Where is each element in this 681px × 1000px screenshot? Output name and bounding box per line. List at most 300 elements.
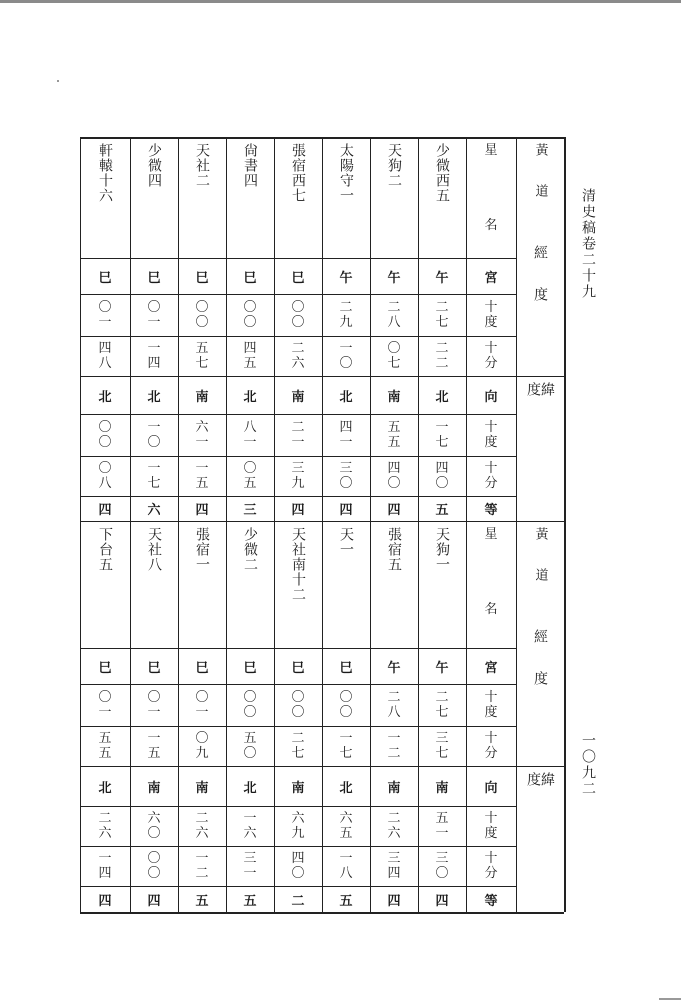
digit: 五 [243, 356, 257, 371]
direction-char: 南 [147, 780, 161, 796]
magnitude [226, 496, 274, 521]
key-char: 十 [484, 420, 498, 435]
key-stack [484, 811, 497, 841]
digit: 六 [339, 811, 353, 826]
digit: 四 [339, 420, 353, 435]
latitude-ldeg [178, 806, 226, 846]
palace-char: 巳 [195, 270, 209, 286]
latitude-ldeg [370, 806, 418, 846]
longitude-deg [418, 294, 466, 336]
magnitude-char: 四 [98, 503, 112, 518]
digit: 〇 [243, 315, 257, 330]
digit-stack [243, 461, 256, 491]
magnitude [178, 886, 226, 912]
magnitude-char: 四 [98, 893, 112, 909]
digit: 七 [435, 435, 449, 450]
digit: 五 [98, 731, 112, 746]
digit-stack [98, 811, 111, 841]
key-name-char: 名 [484, 602, 498, 617]
magnitude-char: 四 [195, 503, 209, 518]
magnitude [418, 886, 466, 912]
digit-stack [387, 731, 400, 761]
key-lmin [466, 846, 516, 886]
digit: 八 [339, 866, 353, 881]
digit-stack [387, 461, 400, 491]
digit-stack [435, 461, 448, 491]
latitude-lmin [418, 456, 466, 496]
digit-stack [195, 811, 208, 841]
key-deg [466, 294, 516, 336]
digit: 〇 [243, 690, 257, 705]
digit-stack [339, 300, 352, 330]
digit: 三 [435, 731, 449, 746]
digit: 二 [98, 811, 112, 826]
digit-stack [98, 690, 111, 720]
longitude-min [322, 336, 370, 376]
digit: 二 [435, 690, 449, 705]
latitude-ldeg [80, 806, 130, 846]
digit: 九 [339, 315, 353, 330]
key-char: 分 [484, 866, 498, 881]
digit: 二 [195, 811, 209, 826]
digit: 八 [387, 315, 401, 330]
digit: 二 [387, 690, 401, 705]
latitude-direction [418, 376, 466, 414]
digit: 〇 [98, 461, 112, 476]
magnitude [178, 496, 226, 521]
digit: 一 [387, 731, 401, 746]
latitude-direction [80, 766, 130, 806]
longitude-deg [370, 294, 418, 336]
key-char: 分 [484, 476, 498, 491]
palace-char: 巳 [195, 660, 209, 676]
latitude-lmin [322, 456, 370, 496]
digit: 〇 [147, 690, 161, 705]
digit-stack [195, 731, 208, 761]
digit-stack [195, 300, 208, 330]
digit: 七 [147, 476, 161, 491]
zodiac-palace [274, 648, 322, 684]
digit: 一 [98, 315, 112, 330]
digit: 八 [243, 420, 257, 435]
digit: 一 [98, 705, 112, 720]
digit-stack [387, 300, 400, 330]
zodiac-palace [130, 648, 178, 684]
digit: 一 [147, 705, 161, 720]
longitude-min [274, 726, 322, 766]
digit-stack [98, 731, 111, 761]
latitude-direction [370, 376, 418, 414]
label-ecliptic: 黃道 [532, 143, 548, 225]
section-label-latitude [516, 766, 564, 912]
digit: 一 [243, 435, 257, 450]
digit-stack [387, 420, 400, 450]
digit: 三 [291, 461, 305, 476]
star-name [80, 137, 130, 258]
latitude-ldeg [130, 414, 178, 456]
key-name [466, 521, 516, 648]
longitude-min [80, 726, 130, 766]
latitude-lmin [130, 456, 178, 496]
key-char: 十 [484, 341, 498, 356]
magnitude-char: 三 [243, 503, 257, 518]
digit: 五 [339, 826, 353, 841]
digit: 四 [435, 461, 449, 476]
star-name-text: 張宿一 [194, 527, 210, 572]
key-char: 十 [484, 461, 498, 476]
star-name [80, 521, 130, 648]
direction-char: 北 [339, 780, 353, 796]
latitude-direction [178, 766, 226, 806]
magnitude [322, 496, 370, 521]
latitude-lmin [274, 456, 322, 496]
latitude-ldeg [418, 414, 466, 456]
direction-char: 北 [243, 780, 257, 796]
digit: 〇 [291, 866, 305, 881]
latitude-ldeg [226, 806, 274, 846]
key-dir-char: 向 [484, 389, 498, 405]
palace-char: 巳 [243, 270, 257, 286]
digit-stack [339, 341, 352, 371]
digit: 〇 [339, 356, 353, 371]
column-rule [564, 137, 566, 912]
star-name-text: 少微四 [146, 143, 162, 188]
zodiac-palace [418, 648, 466, 684]
latitude-direction [130, 376, 178, 414]
digit: 〇 [98, 435, 112, 450]
zodiac-palace [274, 258, 322, 294]
digit-stack [339, 690, 352, 720]
latitude-ldeg [178, 414, 226, 456]
digit: 二 [291, 341, 305, 356]
palace-char: 巳 [339, 660, 353, 676]
longitude-deg [322, 684, 370, 726]
longitude-deg [322, 294, 370, 336]
palace-char: 巳 [147, 660, 161, 676]
latitude-direction [322, 376, 370, 414]
key-ldeg [466, 806, 516, 846]
digit: 五 [98, 746, 112, 761]
magnitude [418, 496, 466, 521]
magnitude-char: 六 [147, 503, 161, 518]
longitude-deg [226, 684, 274, 726]
direction-char: 南 [291, 389, 305, 405]
latitude-lmin [178, 846, 226, 886]
digit: 一 [435, 420, 449, 435]
digit: 〇 [387, 341, 401, 356]
digit: 一 [195, 851, 209, 866]
longitude-deg [178, 684, 226, 726]
latitude-lmin [370, 456, 418, 496]
magnitude [226, 886, 274, 912]
palace-char: 午 [435, 660, 449, 676]
zodiac-palace [178, 648, 226, 684]
digit: 一 [243, 866, 257, 881]
digit-stack [195, 690, 208, 720]
digit-stack [98, 851, 111, 881]
digit: 二 [435, 300, 449, 315]
digit-stack [243, 851, 256, 881]
key-char: 十 [484, 690, 498, 705]
zodiac-palace [80, 648, 130, 684]
magnitude [370, 496, 418, 521]
digit: 〇 [98, 300, 112, 315]
digit: 四 [387, 461, 401, 476]
key-mag [466, 886, 516, 912]
star-name-text: 張宿五 [386, 527, 402, 572]
digit: 〇 [291, 300, 305, 315]
digit-stack [243, 300, 256, 330]
digit: 三 [435, 851, 449, 866]
latitude-ldeg [322, 806, 370, 846]
digit: 一 [291, 435, 305, 450]
digit: 二 [339, 300, 353, 315]
magnitude [322, 886, 370, 912]
key-char: 度 [484, 435, 498, 450]
latitude-direction [226, 766, 274, 806]
digit: 四 [98, 341, 112, 356]
digit-stack [435, 690, 448, 720]
digit: 五 [147, 746, 161, 761]
longitude-deg [418, 684, 466, 726]
digit-stack [147, 341, 160, 371]
digit: 五 [435, 811, 449, 826]
digit: 〇 [98, 690, 112, 705]
palace-char: 巳 [98, 660, 112, 676]
digit-stack [387, 690, 400, 720]
key-name-char: 星 [484, 527, 498, 542]
direction-char: 南 [387, 389, 401, 405]
key-stack [484, 420, 497, 450]
digit: 一 [195, 435, 209, 450]
latitude-direction [418, 766, 466, 806]
key-gap [484, 158, 497, 218]
key-dir-char: 向 [484, 780, 498, 796]
top-border [0, 0, 681, 3]
key-stack [484, 461, 497, 491]
digit: 〇 [291, 705, 305, 720]
latitude-lmin [370, 846, 418, 886]
digit: 九 [195, 746, 209, 761]
digit: 一 [98, 851, 112, 866]
star-name [130, 137, 178, 258]
section-label-ecliptic [516, 137, 564, 376]
digit-stack [147, 811, 160, 841]
latitude-ldeg [80, 414, 130, 456]
star-name-text: 天狗一 [434, 527, 450, 572]
digit-stack [435, 341, 448, 371]
key-name [466, 137, 516, 258]
longitude-min [370, 726, 418, 766]
key-deg [466, 684, 516, 726]
digit: 七 [195, 356, 209, 371]
digit: 七 [387, 356, 401, 371]
longitude-deg [130, 684, 178, 726]
digit: 一 [435, 826, 449, 841]
magnitude-char: 五 [195, 893, 209, 909]
latitude-direction [370, 766, 418, 806]
digit: 五 [243, 731, 257, 746]
magnitude-char: 五 [243, 893, 257, 909]
latitude-ldeg [418, 806, 466, 846]
running-head: 清史稿卷二十九 [580, 188, 596, 300]
digit-stack [291, 851, 304, 881]
longitude-min [226, 726, 274, 766]
digit: 六 [243, 826, 257, 841]
palace-char: 午 [387, 660, 401, 676]
digit-stack [243, 731, 256, 761]
section-label-ecliptic [516, 521, 564, 766]
key-stack [484, 300, 497, 330]
digit: 五 [387, 420, 401, 435]
key-name-char: 名 [484, 218, 498, 233]
key-stack [484, 851, 497, 881]
star-name-text: 下台五 [97, 527, 113, 572]
longitude-deg [80, 684, 130, 726]
digit: 四 [387, 866, 401, 881]
digit: 八 [98, 356, 112, 371]
key-min [466, 336, 516, 376]
digit-stack [435, 731, 448, 761]
magnitude [274, 886, 322, 912]
digit: 六 [147, 811, 161, 826]
digit: 〇 [243, 461, 257, 476]
magnitude-char: 四 [147, 893, 161, 909]
key-stack [484, 341, 497, 371]
direction-char: 北 [98, 389, 112, 405]
digit: 一 [147, 341, 161, 356]
key-char: 十 [484, 811, 498, 826]
digit-stack [243, 811, 256, 841]
digit: 九 [291, 826, 305, 841]
direction-char: 南 [387, 780, 401, 796]
key-char: 度 [484, 826, 498, 841]
key-min [466, 726, 516, 766]
label-stack [533, 143, 548, 225]
digit: 一 [243, 811, 257, 826]
digit: 〇 [195, 690, 209, 705]
zodiac-palace [130, 258, 178, 294]
star-name [274, 521, 322, 648]
page-number: 一〇九二 [580, 733, 596, 797]
digit: 五 [195, 341, 209, 356]
digit: 四 [98, 866, 112, 881]
latitude-ldeg [274, 806, 322, 846]
key-mag-char: 等 [484, 893, 498, 909]
key-mag-char: 等 [484, 503, 498, 518]
digit: 六 [195, 826, 209, 841]
digit: 七 [291, 746, 305, 761]
magnitude [130, 496, 178, 521]
palace-char: 巳 [291, 660, 305, 676]
label-latitude: 緯度 [525, 382, 555, 466]
direction-char: 北 [435, 389, 449, 405]
digit-stack [147, 420, 160, 450]
latitude-lmin [226, 846, 274, 886]
digit: 四 [291, 851, 305, 866]
palace-char: 巳 [98, 270, 112, 286]
key-gap [484, 542, 497, 602]
digit: 六 [291, 811, 305, 826]
digit: 六 [387, 826, 401, 841]
digit: 〇 [339, 705, 353, 720]
longitude-min [418, 726, 466, 766]
digit: 〇 [291, 315, 305, 330]
digit: 五 [195, 476, 209, 491]
label-longitude: 經度 [532, 245, 548, 329]
key-char: 十 [484, 851, 498, 866]
star-name [130, 521, 178, 648]
digit-stack [243, 690, 256, 720]
star-name-text: 太陽守一 [338, 143, 354, 203]
digit: 一 [339, 851, 353, 866]
digit: 五 [243, 476, 257, 491]
digit: 〇 [435, 866, 449, 881]
star-name [226, 521, 274, 648]
digit-stack [98, 341, 111, 371]
digit-stack [387, 851, 400, 881]
longitude-min [226, 336, 274, 376]
magnitude-char: 四 [339, 503, 353, 518]
palace-char: 午 [339, 270, 353, 286]
key-char: 分 [484, 356, 498, 371]
digit: 二 [435, 356, 449, 371]
latitude-lmin [130, 846, 178, 886]
digit-stack [339, 811, 352, 841]
digit: 六 [291, 356, 305, 371]
digit-stack [339, 461, 352, 491]
digit-stack [291, 461, 304, 491]
digit: 〇 [243, 746, 257, 761]
latitude-direction [322, 766, 370, 806]
star-name [322, 521, 370, 648]
zodiac-palace [322, 648, 370, 684]
digit-stack [147, 731, 160, 761]
rule-line [80, 912, 564, 914]
zodiac-palace [370, 258, 418, 294]
longitude-min [130, 336, 178, 376]
direction-char: 北 [243, 389, 257, 405]
zodiac-palace [178, 258, 226, 294]
magnitude-char: 四 [387, 503, 401, 518]
digit: 一 [339, 341, 353, 356]
direction-char: 南 [435, 780, 449, 796]
palace-char: 巳 [243, 660, 257, 676]
latitude-lmin [80, 846, 130, 886]
zodiac-palace [226, 258, 274, 294]
latitude-ldeg [226, 414, 274, 456]
digit: 三 [339, 461, 353, 476]
latitude-direction [130, 766, 178, 806]
latitude-lmin [274, 846, 322, 886]
zodiac-palace [322, 258, 370, 294]
latitude-ldeg [274, 414, 322, 456]
digit: 一 [195, 705, 209, 720]
latitude-ldeg [370, 414, 418, 456]
digit-stack [291, 300, 304, 330]
magnitude [130, 886, 178, 912]
latitude-direction [226, 376, 274, 414]
longitude-deg [274, 684, 322, 726]
key-dir [466, 766, 516, 806]
magnitude [370, 886, 418, 912]
digit-stack [339, 731, 352, 761]
digit: 八 [98, 476, 112, 491]
magnitude-char: 五 [435, 503, 449, 518]
digit: 一 [147, 461, 161, 476]
star-name-text: 軒轅十六 [97, 143, 113, 203]
digit-stack [147, 300, 160, 330]
